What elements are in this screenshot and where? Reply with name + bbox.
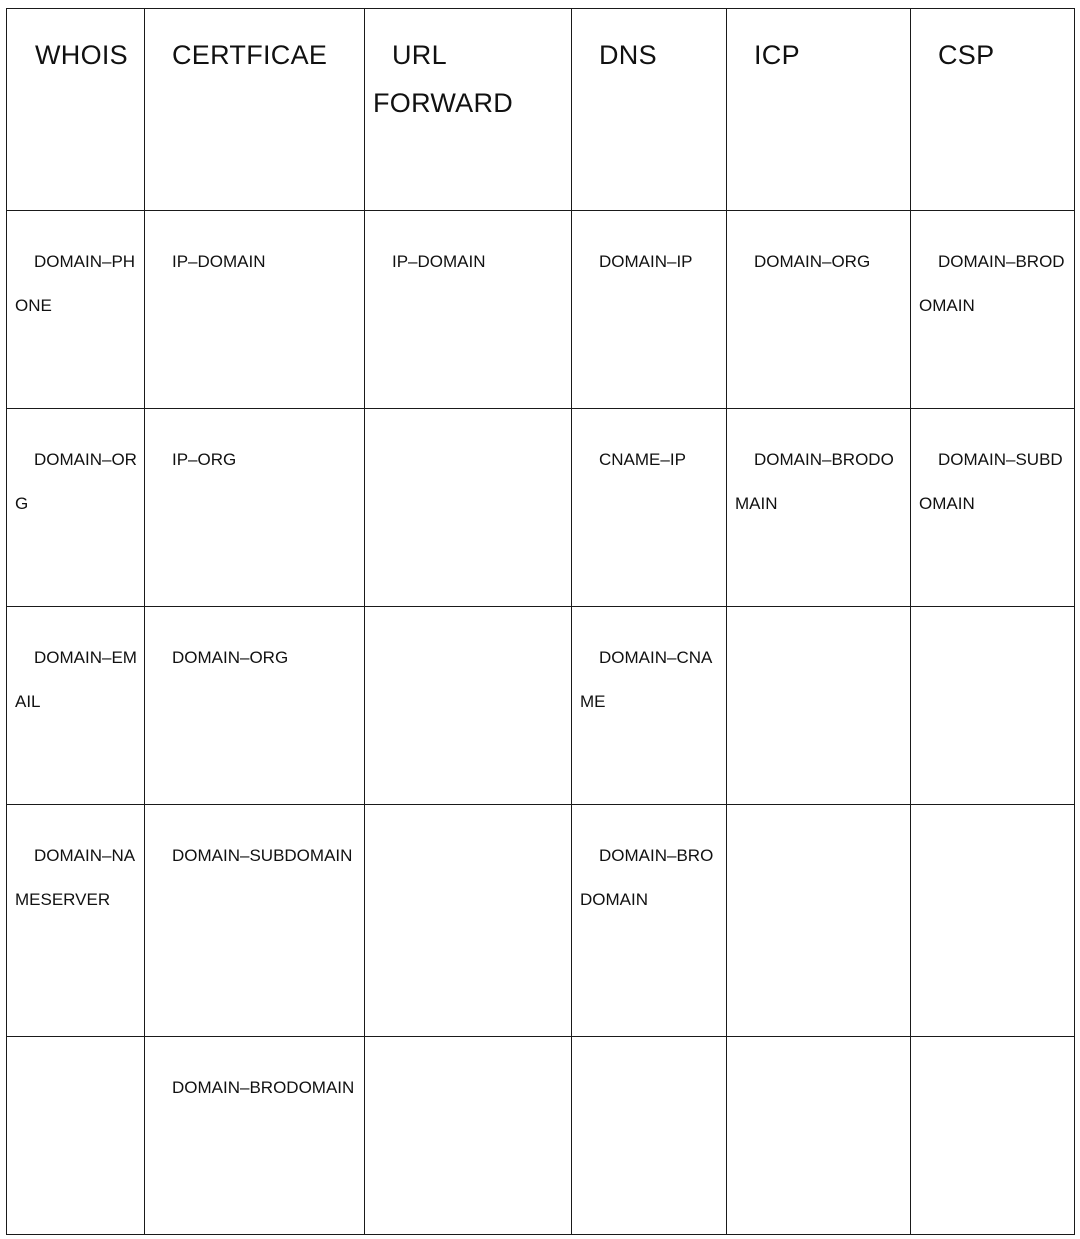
table-cell [911, 211, 1075, 409]
table-cell [572, 211, 727, 409]
table-cell [145, 409, 365, 607]
table-cell [145, 1037, 365, 1235]
cell-text [911, 805, 1074, 834]
header-cell-whois [7, 9, 145, 211]
table-cell [572, 607, 727, 805]
cell-text [911, 607, 1074, 636]
cell-text: DOMAIN–ORG [754, 252, 871, 271]
table-cell [727, 805, 911, 1037]
table-cell [727, 211, 911, 409]
header-label: URL FORWARD [373, 40, 514, 118]
cell-text [911, 1037, 1074, 1066]
table-cell [727, 1037, 911, 1235]
table-cell [572, 1037, 727, 1235]
cell-text: IP–ORG [172, 450, 237, 469]
cell-text: CNAME–IP [599, 450, 686, 469]
header-cell-url-forward [365, 9, 572, 211]
header-cell-csp [911, 9, 1075, 211]
table-cell [365, 805, 572, 1037]
table-row [7, 211, 1075, 409]
cell-text [572, 1037, 726, 1066]
cell-text: DOMAIN–IP [599, 252, 693, 271]
cell-text [727, 607, 910, 636]
cell-text: DOMAIN–SUBDOMAIN [172, 846, 353, 865]
cell-text: DOMAIN–EMAIL [15, 648, 137, 711]
cell-text [365, 607, 571, 636]
cell-text: DOMAIN–BRODOMAIN [735, 450, 894, 513]
table-cell [911, 1037, 1075, 1235]
header-label: WHOIS [35, 40, 128, 70]
cell-text: DOMAIN–PHONE [15, 252, 136, 315]
table-row [7, 409, 1075, 607]
header-label: CSP [938, 40, 995, 70]
header-label: DNS [599, 40, 657, 70]
header-row [7, 9, 1075, 211]
relations-table [6, 8, 1075, 1235]
table-cell [911, 409, 1075, 607]
table-cell [727, 607, 911, 805]
cell-text [727, 805, 910, 834]
table-cell [145, 211, 365, 409]
cell-text [727, 1037, 910, 1066]
table-cell [365, 1037, 572, 1235]
table-cell [911, 805, 1075, 1037]
header-label: CERTFICAE [172, 40, 328, 70]
table-cell [572, 409, 727, 607]
cell-text: DOMAIN–ORG [15, 450, 137, 513]
table-row [7, 1037, 1075, 1235]
cell-text: DOMAIN–SUBDOMAIN [919, 450, 1063, 513]
cell-text: DOMAIN–BRODOMAIN [919, 252, 1065, 315]
header-cell-dns [572, 9, 727, 211]
table-cell [7, 805, 145, 1037]
table-cell [727, 409, 911, 607]
table-cell [7, 211, 145, 409]
header-cell-icp [727, 9, 911, 211]
cell-text: IP–DOMAIN [172, 252, 266, 271]
table-row [7, 805, 1075, 1037]
table-cell [145, 805, 365, 1037]
cell-text [365, 1037, 571, 1066]
header-label: ICP [754, 40, 800, 70]
cell-text: DOMAIN–NAMESERVER [15, 846, 136, 909]
cell-text: DOMAIN–BRODOMAIN [172, 1078, 355, 1097]
header-cell-certficae [145, 9, 365, 211]
table-cell [572, 805, 727, 1037]
table-cell [145, 607, 365, 805]
cell-text: DOMAIN–ORG [172, 648, 289, 667]
table-cell [7, 409, 145, 607]
table-cell [7, 1037, 145, 1235]
cell-text: DOMAIN–CNAME [580, 648, 713, 711]
cell-text [7, 1037, 144, 1066]
cell-text: IP–DOMAIN [392, 252, 486, 271]
table-cell [7, 607, 145, 805]
table-cell [911, 607, 1075, 805]
cell-text: DOMAIN–BRODOMAIN [580, 846, 714, 909]
table-row [7, 607, 1075, 805]
table-cell [365, 409, 572, 607]
table-cell [365, 211, 572, 409]
cell-text [365, 805, 571, 834]
cell-text [365, 409, 571, 438]
table-cell [365, 607, 572, 805]
